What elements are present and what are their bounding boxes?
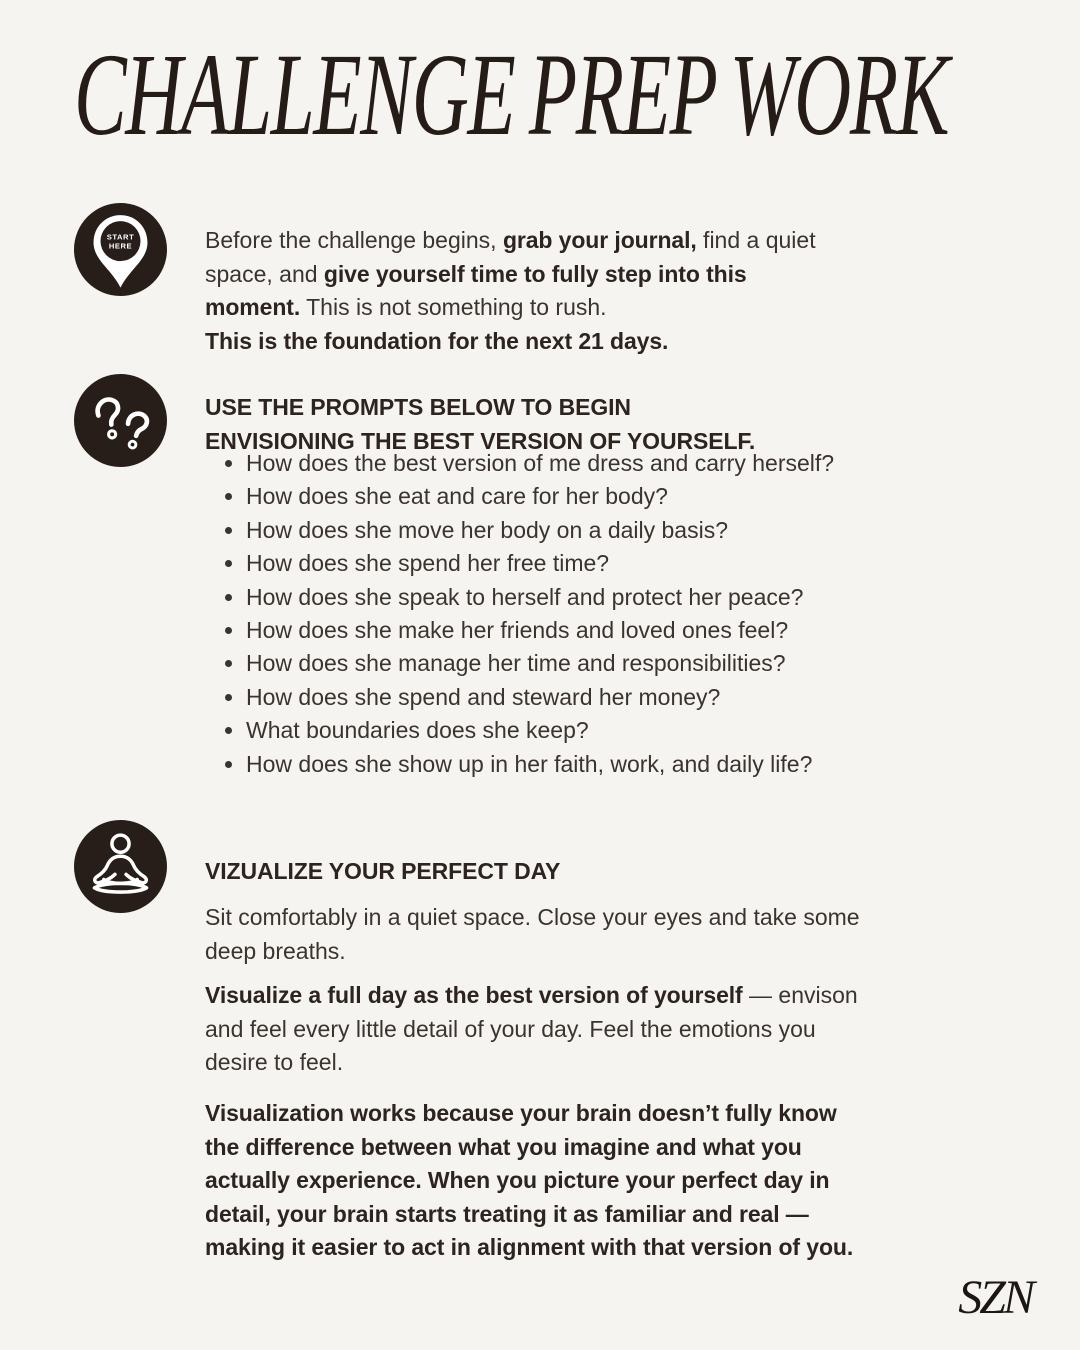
brand-logo: SZN (958, 1271, 1032, 1324)
page-title-text: CHALLENGE PREP WORK (74, 29, 949, 160)
list-item: • How does she spend and steward her money? (246, 681, 1080, 714)
page-title (74, 29, 1080, 160)
bold-text-segment: actually experience. When you picture your perfect day in (205, 1167, 830, 1193)
bold-text-segment: detail, your brain starts treating it as familiar and real — (205, 1200, 809, 1227)
list-item: • How does she move her body on a daily basis? (246, 514, 1080, 547)
bold-text-segment: making it easier to act in alignment with that version of you. (205, 1234, 854, 1260)
list-item: • How does the best version of me dress and carry herself? (246, 447, 1080, 480)
text-segment: space, and (205, 260, 324, 287)
list-item: • How does she show up in her faith, work, and daily life? (246, 748, 1080, 781)
list-item: • How does she speak to herself and protect her peace? (246, 581, 1080, 614)
text-segment: Sit comfortably in a quiet space. Close your eyes and take some (205, 904, 860, 930)
list-item: • How does she make her friends and loved ones feel? (246, 614, 1080, 647)
visualize-intro-paragraph (205, 901, 1050, 968)
list-item: • How does she manage her time and responsibilities? (246, 647, 1080, 680)
visualization-science-paragraph (205, 1097, 1050, 1265)
list-item: • What boundaries does she keep? (246, 714, 1080, 747)
text-segment: find a quiet (696, 227, 816, 253)
bold-text-segment: ENVISIONING THE BEST VERSION OF YOURSELF. (205, 427, 756, 454)
list-item: • How does she spend her free time? (246, 547, 1080, 580)
text-segment: This is not something to rush. (300, 294, 607, 320)
bold-text-segment: give yourself time to fully step into this (323, 260, 747, 287)
bold-text-segment: This is the foundation for the next 21 days. (205, 327, 669, 354)
prompt-list (205, 447, 1080, 781)
intro-paragraph (205, 224, 1050, 358)
bold-text-segment: grab your journal, (502, 227, 697, 253)
visualize-heading (205, 855, 1050, 889)
bold-text-segment: moment. (205, 294, 301, 320)
text-segment: desire to feel. (205, 1049, 344, 1075)
text-segment: — envison (742, 982, 858, 1008)
list-item: • How does she eat and care for her body? (246, 480, 1080, 513)
bold-text-segment: VIZUALIZE YOUR PERFECT DAY (205, 858, 561, 884)
bold-text-segment: Visualization works because your brain doesn’t fully know (205, 1100, 837, 1126)
question-marks-icon (74, 374, 167, 467)
bold-text-segment: USE THE PROMPTS BELOW TO BEGIN (205, 394, 631, 420)
text-segment: Before the challenge begins, (205, 227, 503, 253)
meditation-icon (74, 820, 167, 913)
bold-text-segment: the difference between what you imagine and what you (205, 1133, 802, 1160)
pin-label-line2: HERE (108, 241, 133, 251)
text-segment: deep breaths. (205, 937, 346, 964)
bold-text-segment: Visualize a full day as the best version of yourself (205, 982, 743, 1008)
visualize-instruction-paragraph (205, 979, 1050, 1080)
pin-label-line1: START (106, 232, 135, 242)
text-segment: and feel every little detail of your day. Feel the emotions you (205, 1015, 816, 1042)
start-here-pin-icon (74, 203, 167, 296)
